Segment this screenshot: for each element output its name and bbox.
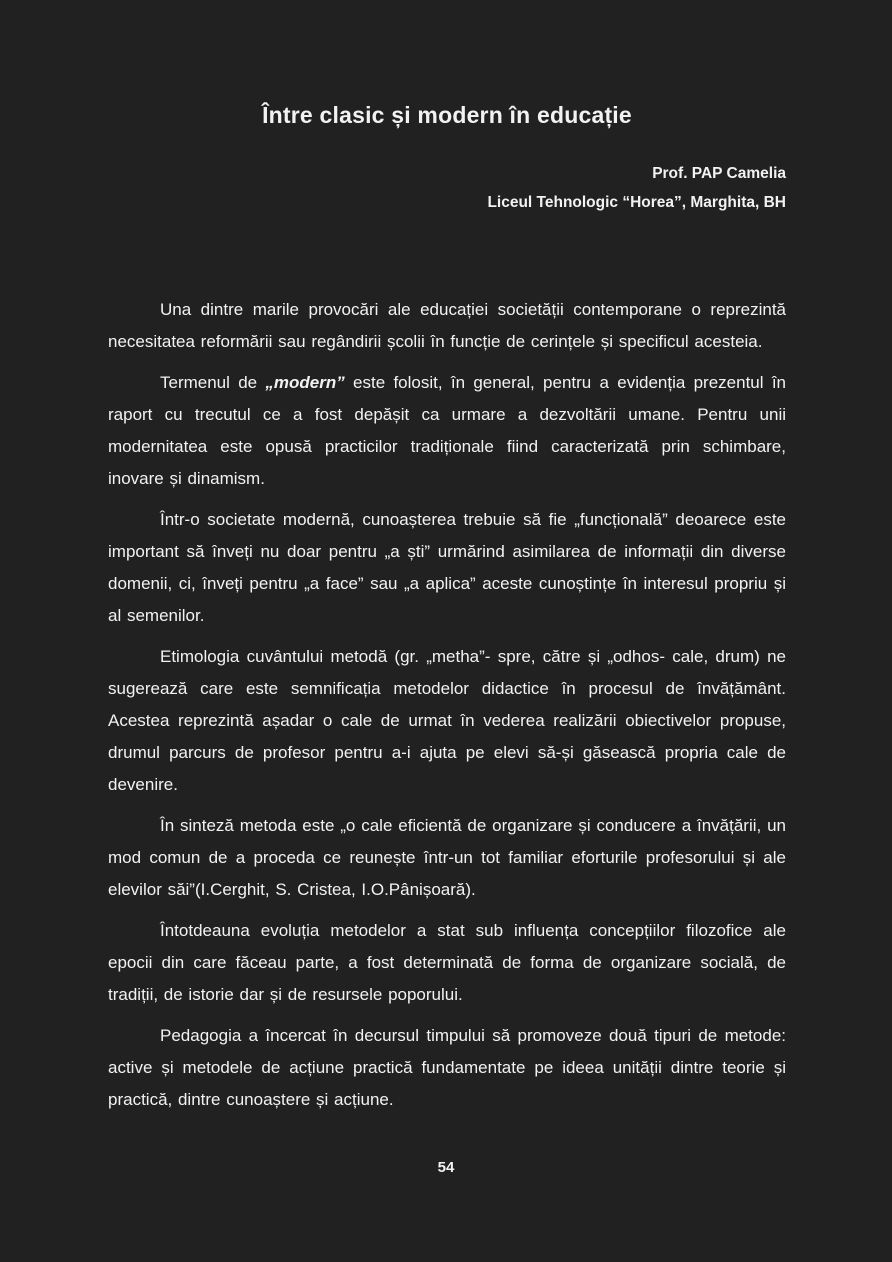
affiliation-line: Liceul Tehnologic “Horea”, Marghita, BH [487,194,786,211]
paragraph [108,810,786,906]
text-run: Etimologia cuvântului metodă (gr. „metha”- spre, către și „odhos- cale, drum) ne sugerează care este semnificația metodelor didactice în procesul de învățământ. Acestea reprezintă așadar o cale de urmat în vederea realizării obiectivelor propuse, drumul parcurs de profesor pentru a-i ajuta pe elevi să-și găsească propria cale de devenire. [108,647,786,794]
author-block [108,159,786,217]
author-line: Prof. PAP Camelia [652,165,786,182]
text-run: este folosit, în general, pentru a evidenția prezentul în raport cu trecutul ce a fost depășit ca urmare a dezvoltării umane. Pentru unii modernitatea este opusă practicilor tradiționale fiind caracterizată prin schimbare, inovare și dinamism. [108,373,786,488]
paragraph [108,294,786,358]
document-title: Între clasic și modern în educație [262,102,632,128]
page-number: 54 [437,1159,455,1176]
text-run: În sinteză metoda este „o cale eficientă de organizare și conducere a învățării, un mod comun de a proceda ce reunește într-un tot familiar eforturile profesorului și ale elevilor săi”(I.Cerghit, S. Cristea, I.O.Pânișoară). [108,816,786,899]
text-run: Pedagogia a încercat în decursul timpului să promoveze două tipuri de metode: active și metodele de acțiune practică fundamentate pe ideea unității dintre teorie și practică, dintre cunoaștere și acțiune. [108,1026,786,1109]
paragraph [108,1020,786,1116]
text-run: Într-o societate modernă, cunoașterea trebuie să fie „funcțională” deoarece este important să înveți nu doar pentru „a ști” urmărind asimilarea de informații din diverse domenii, ci, înveți pentru „a face” sau „a aplica” aceste cunoștințe în interesul propriu și al semenilor. [108,510,786,625]
paragraph [108,504,786,632]
text-run: Întotdeauna evoluția metodelor a stat sub influența concepțiilor filozofice ale epocii din care făceau parte, a fost determinată de forma de organizare socială, de tradiții, de istorie dar și de resursele poporului. [108,921,786,1004]
document-body [108,294,786,1116]
paragraph [108,915,786,1011]
paragraph [108,641,786,801]
emphasized-text-run: „modern” [265,373,345,392]
text-run: Termenul de [160,373,266,392]
text-run: Una dintre marile provocări ale educației societății contemporane o reprezintă necesitatea reformării sau regândirii școlii în funcție de cerințele și specificul acesteia. [108,300,786,351]
paragraph [108,367,786,495]
